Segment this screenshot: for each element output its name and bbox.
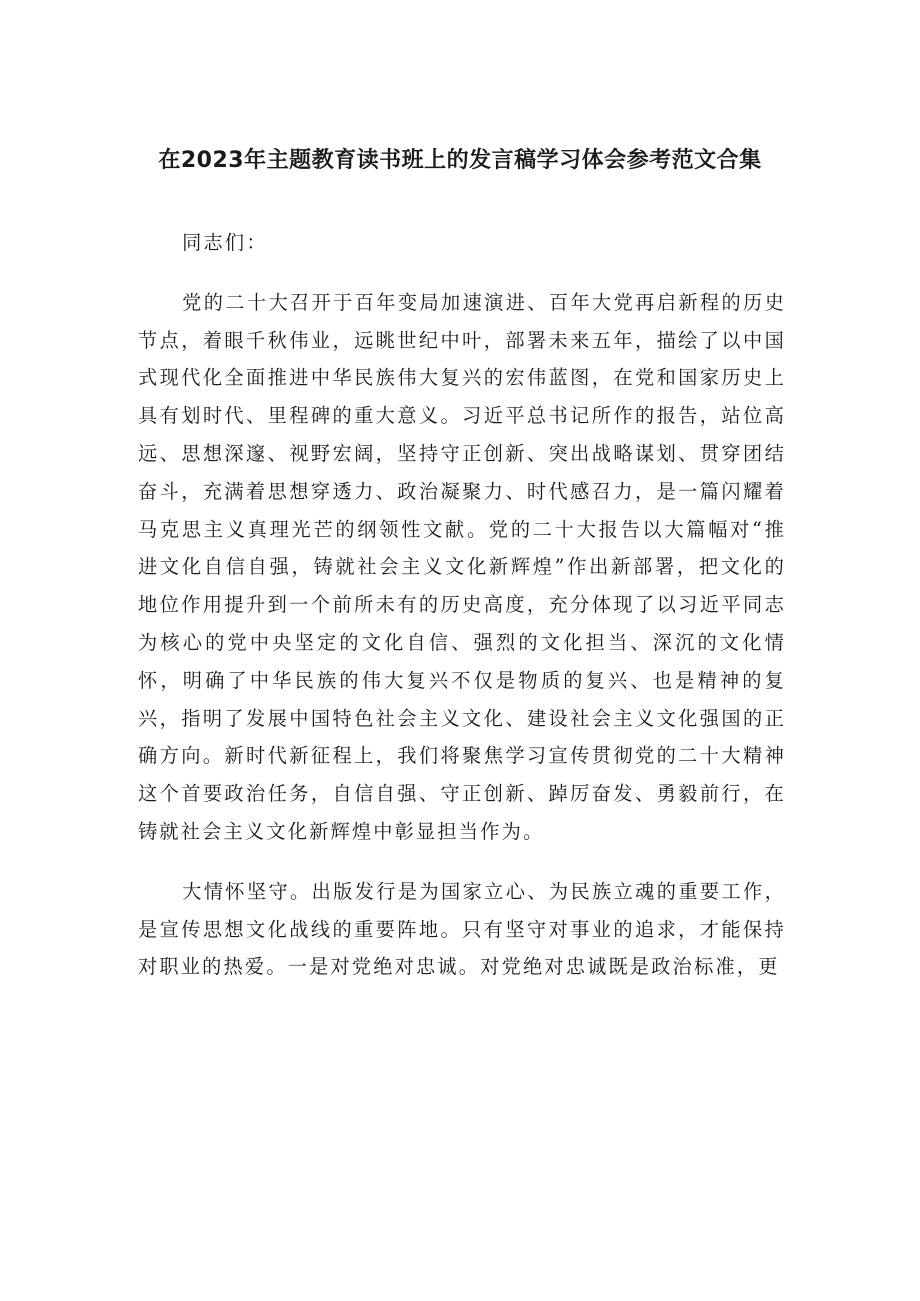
document-body <box>138 224 786 986</box>
salutation: 同志们： <box>182 231 268 254</box>
body-paragraph-2: 大情怀坚守。出版发行是为国家立心、为民族立魂的重要工作，是宣传思想文化战线的重要阵地。只有坚守对事业的追求，才能保持对职业的热爱。一是对党绝对忠诚。对党绝对忠诚既是政治标准，更 <box>138 879 786 979</box>
document-title: 在2023年主题教育读书班上的发言稿学习体会参考范文合集 <box>158 148 762 173</box>
body-paragraph-1: 党的二十大召开于百年变局加速演进、百年大党再启新程的历史节点，着眼千秋伟业，远眺世纪中叶，部署未来五年，描绘了以中国式现代化全面推进中华民族伟大复兴的宏伟蓝图，在党和国家历史上具有划时代、里程碑的重大意义。习近平总书记所作的报告，站位高远、思想深邃、视野宏阔，坚持守正创新、突出战略谋划、贯穿团结奋斗，充满着思想穿透力、政治凝聚力、时代感召力，是一篇闪耀着马克思主义真理光芒的纲领性文献。党的二十大报告以大篇幅对“推进文化自信自强，铸就社会主义文化新辉煌”作出新部署，把文化的地位作用提升到一个前所未有的历史高度，充分体现了以习近平同志为核心的党中央坚定的文化自信、强烈的文化担当、深沉的文化情怀，明确了中华民族的伟大复兴不仅是物质的复兴、也是精神的复兴，指明了发展中国特色社会主义文化、建设社会主义文化强国的正确方向。新时代新征程上，我们将聚焦学习宣传贯彻党的二十大精神这个首要政治任务，自信自强、守正创新、踔厉奋发、勇毅前行，在铸就社会主义文化新辉煌中彰显担当作为。 <box>138 290 786 843</box>
